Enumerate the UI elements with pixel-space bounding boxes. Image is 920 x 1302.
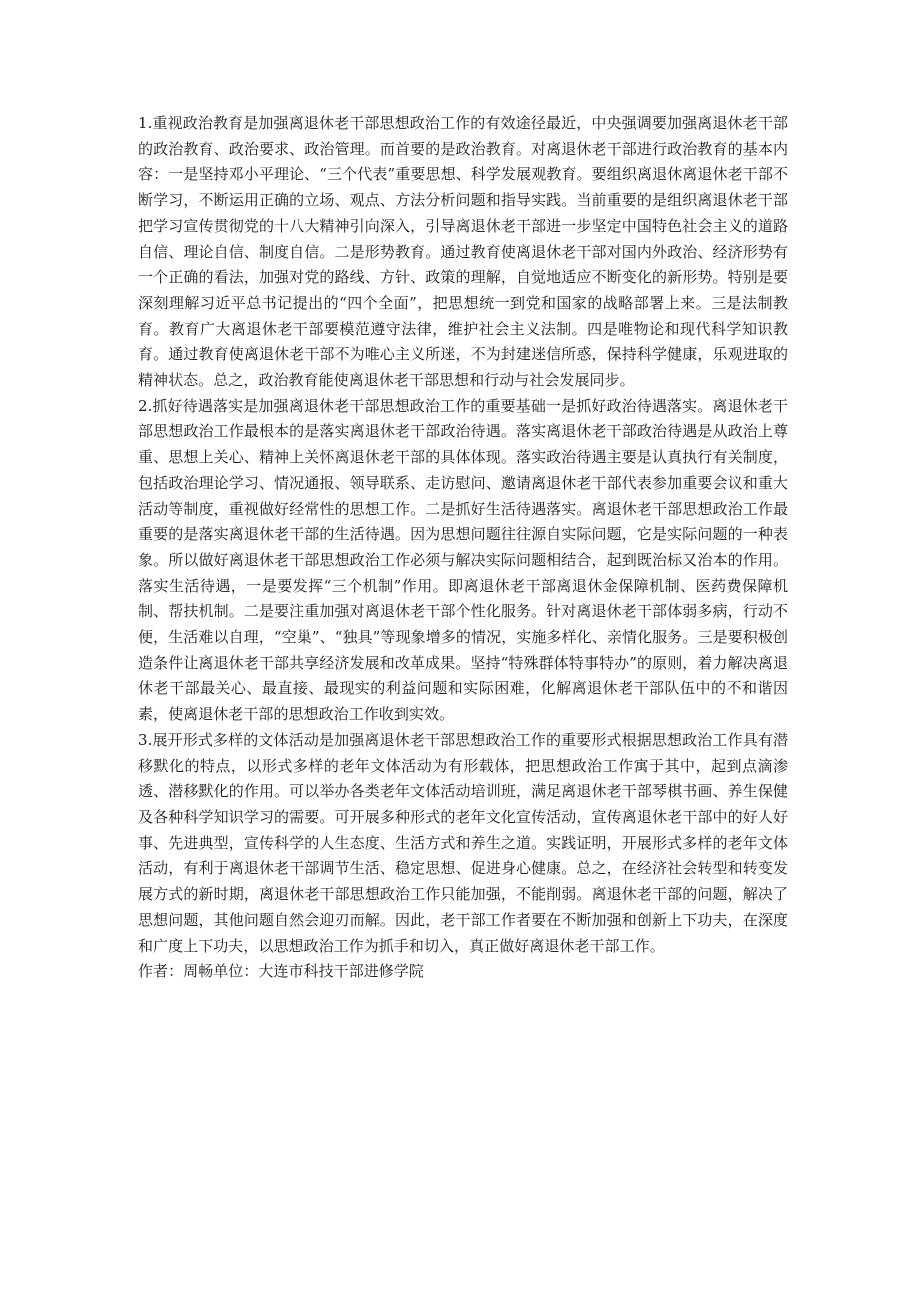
paragraph-political-education: 1.重视政治教育是加强离退休老干部思想政治工作的有效途径最近，中央强调要加强离退休老干部的政治教育、政治要求、政治管理。而首要的是政治教育。对离退休老干部进行政治教育的基本内容：一是坚持邓小平理论、“三个代表”重要思想、科学发展观教育。要组织离退休离退休老干部不断学习，不断运用正确的立场、观点、方法分析问题和指导实践。当前重要的是组织离退休老干部把学习宣传贯彻党的十八大精神引向深入，引导离退休老干部进一步坚定中国特色社会主义的道路自信、理论自信、制度自信。二是形势教育。通过教育使离退休老干部对国内外政治、经济形势有一个正确的看法，加强对党的路线、方针、政策的理解，自觉地适应不断变化的新形势。特别是要深刻理解习近平总书记提出的“四个全面”，把思想统一到党和国家的战略部署上来。三是法制教育。教育广大离退休老干部要模范遵守法律，维护社会主义法制。四是唯物论和现代科学知识教育。通过教育使离退休老干部不为唯心主义所迷，不为封建迷信所惑，保持科学健康，乐观进取的精神状态。总之，政治教育能使离退休老干部思想和行动与社会发展同步。 — [138, 114, 788, 390]
author-line: 作者：周畅单位：大连市科技干部进修学院 — [138, 962, 424, 981]
paragraph-treatment-implementation: 2.抓好待遇落实是加强离退休老干部思想政治工作的重要基础一是抓好政治待遇落实。离退休老干部思想政治工作最根本的是落实离退休老干部政治待遇。落实离退休老干部政治待遇是从政治上尊重、思想上关心、精神上关怀离退休老干部的具体体现。落实政治待遇主要是认真执行有关制度，包括政治理论学习、情况通报、领导联系、走访慰问、邀请离退休老干部代表参加重要会议和重大活动等制度，重视做好经常性的思想工作。二是抓好生活待遇落实。离退休老干部思想政治工作最重要的是落实离退休老干部的生活待遇。因为思想问题往往源自实际问题，它是实际问题的一种表象。所以做好离退休老干部思想政治工作必须与解决实际问题相结合，起到既治标又治本的作用。落实生活待遇，一是要发挥“三个机制”作用。即离退休老干部离退休金保障机制、医药费保障机制、帮扶机制。二是要注重加强对离退休老干部个性化服务。针对离退休老干部体弱多病，行动不便，生活难以自理，“空巢”、“独具”等现象增多的情况，实施多样化、亲情化服务。三是要积极创造条件让离退休老干部共享经济发展和改革成果。坚持“特殊群体特事特办”的原则，着力解决离退休老干部最关心、最直接、最现实的利益问题和实际困难，化解离退休老干部队伍中的不和谐因素，使离退休老干部的思想政治工作收到实效。 — [138, 396, 788, 724]
paragraph-cultural-activities: 3.展开形式多样的文体活动是加强离退休老干部思想政治工作的重要形式根据思想政治工作具有潜移默化的特点，以形式多样的老年文体活动为有形载体，把思想政治工作寓于其中，起到点滴渗透、潜移默化的作用。可以举办各类老年文体活动培训班，满足离退休老干部琴棋书画、养生保健及各种科学知识学习的需要。可开展多种形式的老年文化宣传活动，宣传离退休老干部中的好人好事、先进典型，宣传科学的人生态度、生活方式和养生之道。实践证明，开展形式多样的老年文体活动，有利于离退休老干部调节生活、稳定思想、促进身心健康。总之，在经济社会转型和转变发展方式的新时期，离退休老干部思想政治工作只能加强，不能削弱。离退休老干部的问题，解决了思想问题，其他问题自然会迎刃而解。因此，老干部工作者要在不断加强和创新上下功夫，在深度和广度上下功夫，以思想政治工作为抓手和切入，真正做好离退休老干部工作。 — [138, 730, 788, 955]
document-body — [138, 111, 788, 985]
